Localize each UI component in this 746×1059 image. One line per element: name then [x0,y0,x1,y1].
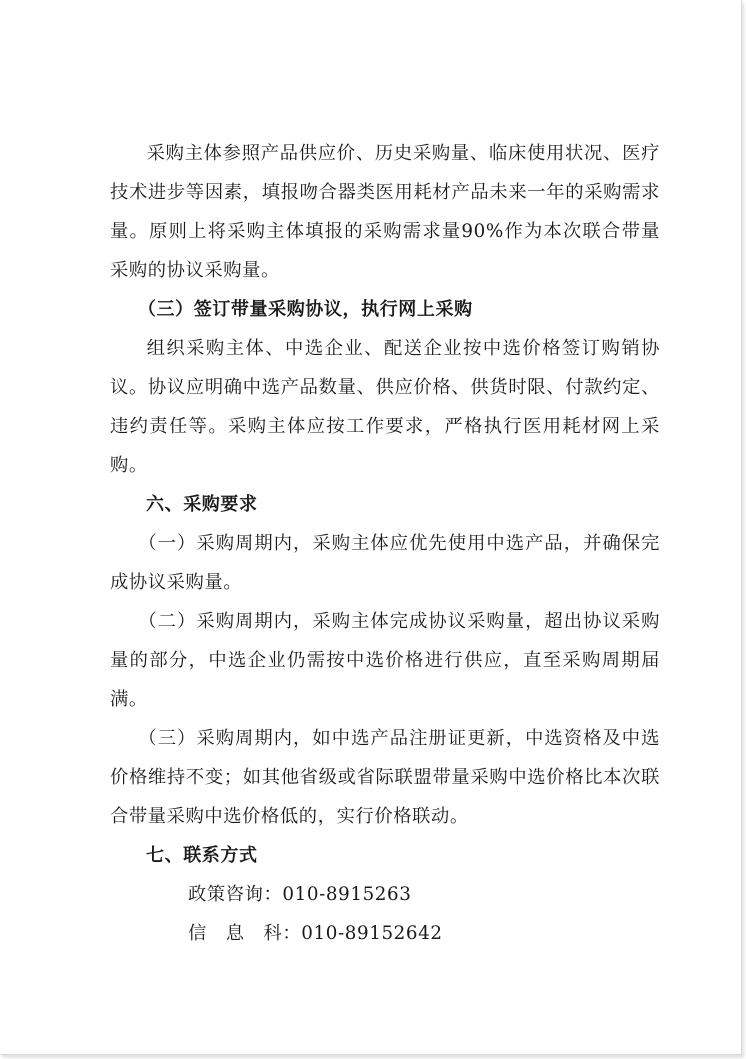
section-6-heading: 六、采购要求 [146,494,258,515]
section-6-item-2: （二）采购周期内，采购主体完成协议采购量，超出协议采购量的部分，中选企业仍需按中选价格进行供应，直至采购周期届满。 [110,611,660,710]
paragraph-demand: 采购主体参照产品供应价、历史采购量、临床使用状况、医疗技术进步等因素，填报吻合器类医用耗材产品未来一年的采购需求量。原则上将采购主体填报的采购需求量90%作为本次联合带量采购的协议采购量。 [110,143,660,281]
section-6-item-3: （三）采购周期内，如中选产品注册证更新，中选资格及中选价格维持不变；如其他省级或省际联盟带量采购中选价格比本次联合带量采购中选价格低的，实行价格联动。 [110,728,660,827]
paragraph-sign-agreement: 组织采购主体、中选企业、配送企业按中选价格签订购销协议。协议应明确中选产品数量、供应价格、供货时限、付款约定、违约责任等。采购主体应按工作要求，严格执行医用耗材网上采购。 [110,338,660,476]
subheading-sign-agreement: （三）签订带量采购协议，执行网上采购 [137,299,473,320]
contact-policy: 政策咨询：010-8915263 [188,884,412,905]
document-body [110,134,660,953]
section-6-item-1: （一）采购周期内，采购主体应优先使用中选产品，并确保完成协议采购量。 [110,533,660,593]
section-7-heading: 七、联系方式 [146,845,258,866]
contact-info-dept: 信 息 科：010-89152642 [188,923,443,944]
